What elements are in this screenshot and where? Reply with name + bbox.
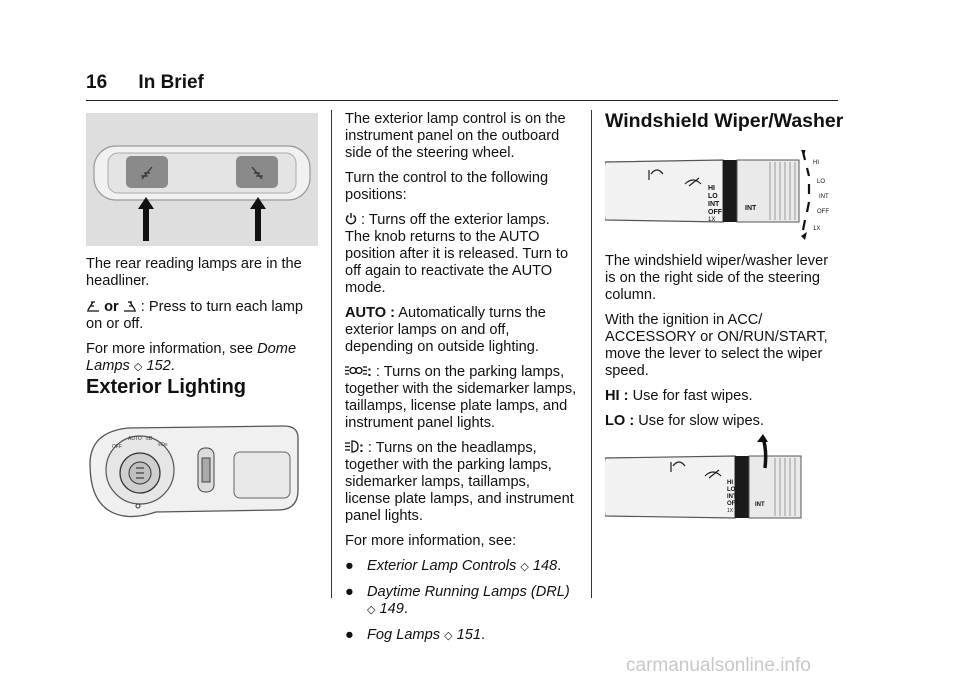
wiper2-band-label: INT: [755, 502, 765, 508]
exterior-lighting-heading: Exterior Lighting: [86, 376, 246, 398]
auto-label: AUTO :: [345, 305, 395, 321]
auto-position-text: [345, 305, 577, 356]
column-right: [605, 253, 839, 438]
off-position-desc: : Turns off the exterior lamps. The knob returns to the AUTO position after it is released. Turn to off again to reactivate the AUTO mode.: [345, 212, 569, 296]
power-off-icon: [345, 212, 357, 225]
wiper-pos-hi: HI: [708, 185, 715, 192]
lever-pos-hi: HI: [813, 160, 819, 166]
knob-label-park: ≡D: [146, 436, 153, 442]
wiper2-pos-lo: LO: [727, 487, 736, 493]
right-reading-lamp-icon: [123, 298, 137, 312]
page-header: [86, 72, 204, 94]
or-text: or: [104, 299, 119, 315]
dome-lamps-page: 152: [146, 358, 171, 374]
headlamp-switch-figure: [86, 418, 318, 524]
lo-desc: Use for slow wipes.: [634, 413, 764, 429]
dome-lamps-reference: For more information, see Dome Lamps ◇ 152.: [86, 341, 297, 374]
knob-label-head: ≡O≡: [158, 442, 168, 448]
reading-lamp-buttons-desc: : Press to turn each lamp on or off.: [86, 299, 304, 332]
wiper-pos-lo: LO: [708, 193, 718, 200]
wiper2-pos-1x: 1X: [727, 508, 734, 514]
wiper-pos-off: OFF: [708, 209, 722, 216]
headlamps-text: : : Turns on the headlamps, together with the parking lamps, sidemarker lamps, taillamps, license plate lamps, and instrument panel lights.: [345, 440, 574, 524]
column-middle: [345, 111, 577, 653]
hi-label: HI :: [605, 388, 629, 404]
lo-label: LO :: [605, 413, 635, 429]
bullet-dot: ●: [345, 627, 354, 643]
page-ref-icon: ◇: [520, 561, 529, 573]
hi-position-text: [605, 388, 839, 405]
wiper-band-label: INT: [745, 205, 757, 212]
lever-pos-off: OFF: [817, 209, 829, 215]
fog-lamps-link[interactable]: Fog Lamps: [367, 627, 441, 643]
wiper-ignition-text: With the ignition in ACC/ ACCESSORY or ON/RUN/START, move the lever to select the wiper speed.: [605, 312, 828, 379]
left-reading-lamp-icon: [86, 298, 100, 312]
wiper-washer-heading: Windshield Wiper/Washer: [605, 110, 844, 132]
column-divider-2: [591, 110, 592, 598]
wiper-lever-location: The windshield wiper/washer lever is on the right side of the steering column.: [605, 253, 829, 303]
lever-pos-int: INT: [819, 194, 829, 200]
section-title: In Brief: [138, 72, 204, 93]
auto-position-desc: Automatically turns the exterior lamps on and off, depending on outside lighting.: [345, 305, 546, 355]
page-ref-icon: ◇: [133, 361, 143, 373]
bullet-item: ● Exterior Lamp Controls ◇ 148.: [345, 558, 562, 574]
column-left: [86, 256, 314, 384]
wiper-lever-figure-2: [605, 434, 837, 524]
parking-lamps-icon: [345, 364, 367, 377]
wiper-pos-1x: 1X: [708, 217, 716, 223]
wiper2-pos-hi: HI: [727, 480, 733, 486]
parking-lamps-desc: : Turns on the parking lamps, together with the sidemarker lamps, taillamps, license plate lamps, and instrument panel lights.: [345, 364, 577, 431]
knob-label-off: OFF: [112, 444, 122, 450]
bullet-page: 148: [532, 558, 558, 574]
off-position-text: [345, 212, 577, 297]
wiper2-pos-off: OFF: [727, 501, 739, 507]
dome-lamps-link[interactable]: Dome Lamps: [86, 341, 297, 374]
lever-pos-lo: LO: [817, 179, 826, 185]
lamp-control-location: The exterior lamp control is on the instrument panel on the outboard side of the steering wheel.: [345, 111, 566, 161]
knob-label-auto: AUTO: [128, 436, 142, 442]
wiper2-pos-int: INT: [727, 494, 737, 500]
page-ref-icon: ◇: [444, 630, 453, 642]
more-info-text: For more information, see:: [345, 533, 517, 549]
reading-lamps-figure: [86, 113, 318, 246]
page-number: 16: [86, 72, 108, 93]
reference-intro: For more information, see: [86, 341, 258, 357]
exterior-lamp-controls-link[interactable]: Exterior Lamp Controls: [367, 558, 517, 574]
header-rule: [86, 100, 838, 101]
positions-intro: Turn the control to the following positions:: [345, 170, 549, 203]
headlamps-desc: : Turns on the headlamps, together with the parking lamps, sidemarker lamps, taillamps, license plate lamps, and instrument panel lights.: [345, 440, 574, 524]
parking-lamps-text: : : Turns on the parking lamps, together with the sidemarker lamps, taillamps, license plate lamps, and instrument panel lights.: [345, 364, 577, 431]
bullet-dot: ●: [345, 558, 354, 574]
bullet-item: ● Fog Lamps ◇ 151.: [345, 627, 486, 643]
headlamps-icon: [345, 440, 359, 453]
drl-link[interactable]: Daytime Running Lamps (DRL): [367, 584, 570, 600]
bullet-page: 149: [379, 601, 404, 617]
wiper-pos-int: INT: [708, 201, 720, 208]
wiper-lever-figure: [605, 150, 843, 242]
reading-lamp-buttons-text: [86, 298, 314, 333]
column-divider-1: [331, 110, 332, 598]
bullet-dot: ●: [345, 584, 354, 600]
lo-position-text: [605, 413, 839, 430]
lever-pos-1x: 1X: [813, 226, 821, 232]
reading-lamps-text: The rear reading lamps are in the headliner.: [86, 256, 302, 289]
bullet-page: 151: [456, 627, 481, 643]
watermark: carmanualsonline.info: [626, 655, 811, 676]
bullet-item: ● Daytime Running Lamps (DRL) ◇ 149.: [345, 584, 570, 617]
hi-desc: Use for fast wipes.: [628, 388, 753, 404]
page-ref-icon: ◇: [367, 604, 376, 616]
